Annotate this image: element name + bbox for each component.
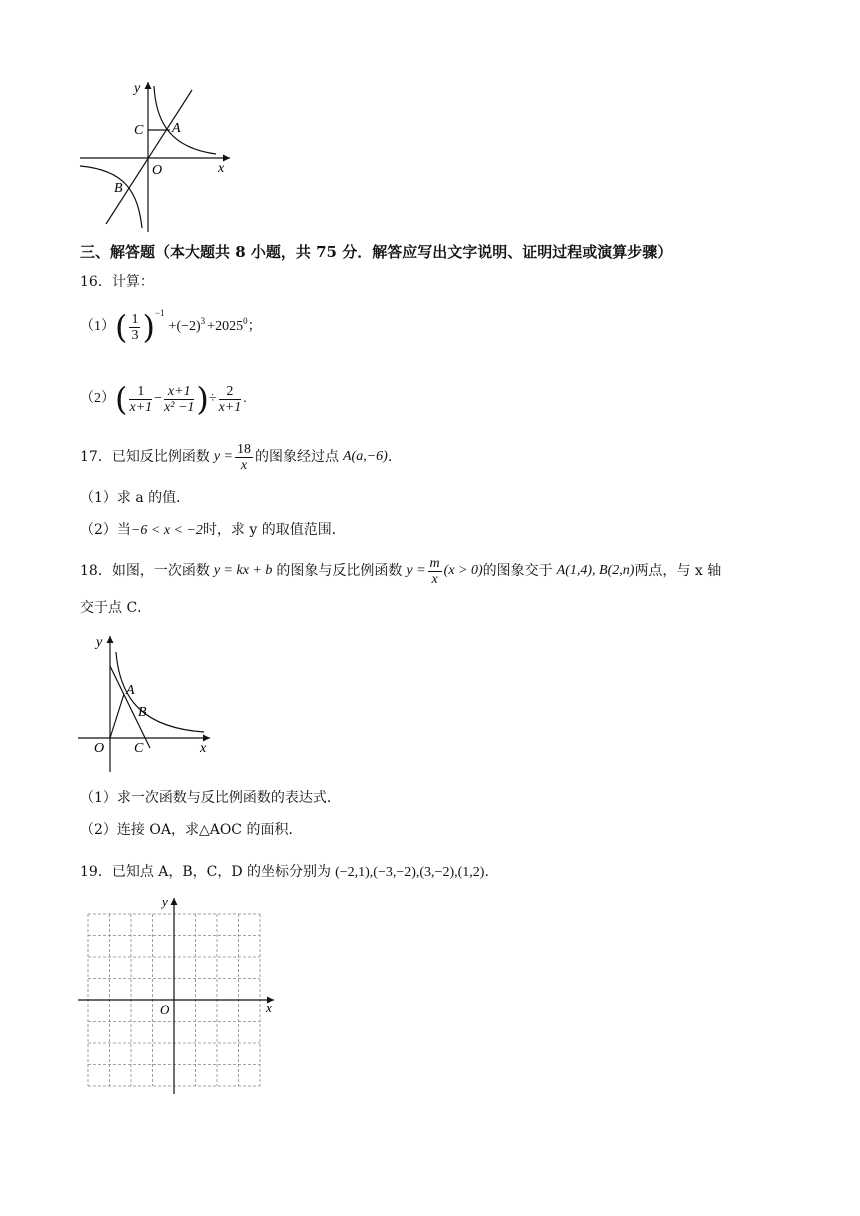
frac-den: x² −1 — [164, 399, 195, 415]
label-y: y — [134, 81, 141, 96]
label-y: y — [96, 635, 103, 650]
q16-part1 — [80, 304, 262, 350]
fraction-3 — [219, 384, 242, 415]
frac-num: m — [429, 555, 440, 571]
q16-p1-end: ； — [247, 319, 262, 334]
q17-p2-a: （2）当 — [80, 522, 131, 538]
figure-3-grid — [76, 892, 286, 1098]
frac-num: x+1 — [164, 384, 194, 400]
hyperbola-branch-q3 — [80, 166, 142, 228]
q16-p2-tag: （2） — [80, 391, 115, 406]
frac-num: 1 — [129, 384, 152, 400]
fraction-one-third — [129, 312, 140, 343]
fraction-2 — [164, 384, 194, 415]
q16-p2-end: . — [243, 391, 247, 406]
q18-stem-a: 18．如图，一次函数 — [80, 563, 210, 579]
minus-sign: − — [154, 391, 163, 406]
q18-linear: y = kx + b — [213, 563, 273, 578]
paren-right: ) — [142, 308, 155, 346]
label-o: O — [152, 163, 163, 178]
frac-den: x — [431, 571, 438, 587]
label-c: C — [134, 741, 144, 756]
frac-den: x — [240, 457, 248, 473]
label-a: A — [172, 121, 181, 136]
section-heading: 三、解答题（本大题共 8 小题，共 75 分．解答应写出文字说明、证明过程或演算步骤） — [80, 243, 673, 261]
q17-part2 — [80, 520, 346, 541]
label-o: O — [94, 741, 105, 756]
q17-p2-b: 时，求 y 的取值范围． — [202, 522, 346, 538]
paren-left: ( — [115, 380, 128, 418]
label-b: B — [114, 181, 123, 196]
q18-line2: 交于点 C． — [80, 600, 152, 616]
q17-yeq: y = — [213, 449, 233, 464]
figure-2-graph — [76, 632, 216, 774]
q18-part2: （2）连接 OA，求△AOC 的面积． — [80, 822, 303, 838]
line-through-origin — [106, 90, 192, 224]
q16-p1-tag: （1） — [80, 319, 115, 334]
q18-stem-d: 两点，与 x 轴 — [634, 563, 722, 579]
label-a: A — [126, 683, 135, 698]
q17-part1: （1）求 a 的值． — [80, 490, 191, 506]
label-o: O — [160, 1002, 170, 1017]
label-x: x — [218, 161, 225, 176]
exp-3: 3 — [200, 316, 206, 326]
divide-sign: ÷ — [208, 391, 217, 406]
q18-yeq: y = — [406, 563, 426, 578]
frac-num: 2 — [219, 384, 242, 400]
q16-part2 — [80, 376, 247, 422]
q18-points: A(1,4), B(2,n) — [556, 563, 635, 578]
label-c: C — [134, 123, 144, 138]
frac-den: x+1 — [218, 399, 242, 415]
q18-cond: (x > 0) — [443, 563, 483, 578]
q19-coords: (−2,1),(−3,−2),(3,−2),(1,2) — [335, 865, 485, 880]
hyperbola-branch-q1 — [154, 86, 216, 154]
exp-neg1: −1 — [154, 308, 165, 318]
figure-1-graph — [76, 78, 236, 236]
q16-p1-mid: +(−2) — [168, 319, 201, 334]
q17-p2-ineq: −6 < x < −2 — [130, 523, 203, 538]
exp-0: 0 — [243, 316, 248, 326]
frac-den: x+1 — [129, 399, 153, 415]
q17-stem-b: 的图象经过点 — [255, 449, 339, 465]
q18-part1: （1）求一次函数与反比例函数的表达式． — [80, 790, 341, 806]
frac-num: 1 — [131, 311, 139, 327]
fraction-18-over-x — [235, 442, 253, 473]
q17-end: . — [387, 449, 393, 465]
q19-end: . — [484, 864, 489, 880]
q17-stem-a: 17．已知反比例函数 — [80, 449, 210, 465]
paren-right: ) — [196, 380, 209, 418]
label-b: B — [138, 705, 147, 720]
label-x: x — [266, 1000, 272, 1015]
fraction-m-over-x — [428, 556, 442, 587]
q18-stem-b: 的图象与反比例函数 — [276, 563, 403, 579]
segment-oa — [110, 694, 124, 738]
q16-stem: 16．计算： — [80, 274, 154, 290]
q19-stem-a: 19．已知点 A，B，C，D 的坐标分别为 — [80, 864, 332, 880]
label-x: x — [200, 741, 207, 756]
q19-stem — [80, 862, 489, 883]
q18-stem-c: 的图象交于 — [482, 563, 553, 579]
frac-num: 18 — [237, 441, 251, 457]
q17-stem — [80, 436, 392, 478]
q18-stem — [80, 550, 721, 592]
q16-p1-tail: +2025 — [207, 319, 244, 334]
frac-den: 3 — [131, 327, 139, 343]
fraction-1 — [129, 384, 152, 415]
label-y: y — [162, 894, 168, 909]
q17-point: A(a,−6) — [343, 449, 388, 464]
paren-left: ( — [115, 308, 128, 346]
